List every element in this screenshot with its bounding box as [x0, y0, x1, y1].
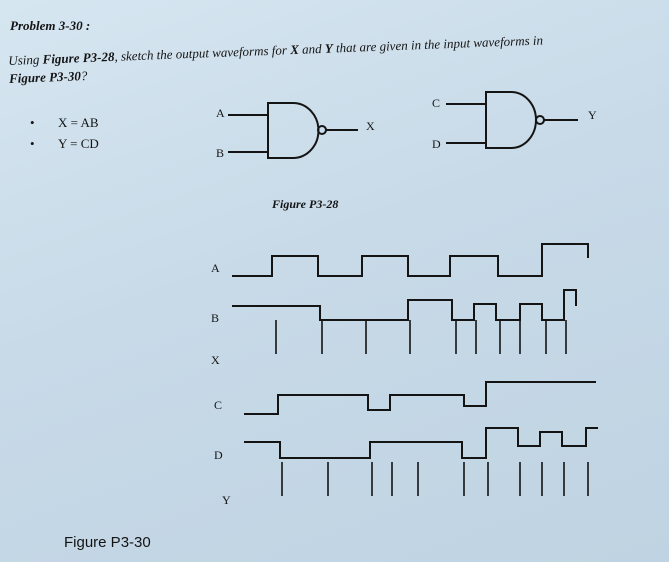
waveform-d: [244, 428, 598, 458]
figure-p3-28-caption: Figure P3-28: [272, 197, 339, 211]
nand-gate-1-icon: [228, 103, 358, 158]
wave-label-x: X: [211, 353, 220, 367]
gate1-input-b-label: B: [216, 146, 225, 160]
question-fig-ref: Figure P3-28: [42, 48, 115, 67]
equation-x: • X = AB: [30, 112, 99, 133]
figure-p3-30-caption: Figure P3-30: [64, 534, 151, 551]
wave-label-d: D: [214, 448, 223, 462]
question-y-var: Y: [324, 40, 334, 56]
waveform-a: [232, 244, 588, 276]
problem-title: Problem 3-30 :: [10, 18, 91, 33]
wave-label-b: B: [211, 311, 220, 325]
question-x-var: X: [289, 41, 300, 58]
gate2-input-d-label: D: [432, 137, 441, 151]
question-and: and: [298, 40, 326, 57]
wave-label-c: C: [214, 398, 223, 412]
wave-label-a: A: [211, 261, 220, 275]
gate2-output-label: Y: [588, 108, 597, 122]
waveform-b: [232, 290, 576, 320]
question-end: ?: [80, 67, 88, 84]
timing-ticks: [276, 320, 588, 496]
question-middle: , sketch the output waveforms for: [114, 42, 291, 64]
question-suffix: that are given in the input waveforms in: [332, 32, 544, 56]
gate2-input-c-label: C: [432, 96, 441, 110]
gate1-input-a-label: A: [216, 106, 225, 120]
question-fig-ref2: Figure P3-30: [8, 68, 82, 86]
question-prefix: Using: [8, 51, 43, 68]
wave-label-y: Y: [222, 493, 231, 507]
equation-y: • Y = CD: [30, 133, 99, 154]
waveform-c: [244, 382, 596, 414]
gate1-output-label: X: [366, 119, 375, 133]
nand-gate-2-icon: [446, 92, 578, 148]
